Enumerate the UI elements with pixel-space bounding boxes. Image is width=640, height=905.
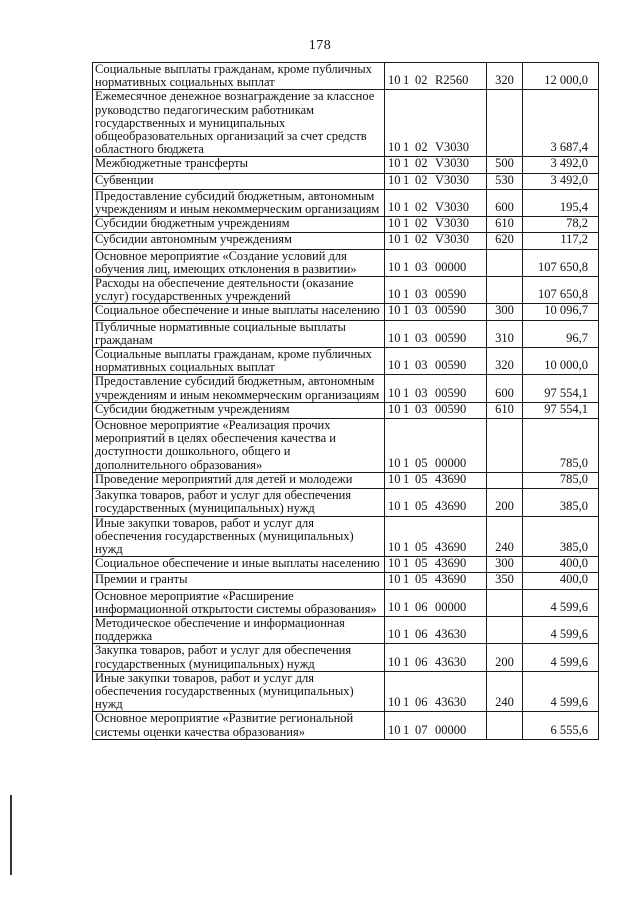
code-subprogram: 05 <box>415 572 428 587</box>
row-amount: 785,0 <box>523 419 599 473</box>
table-row <box>93 402 599 418</box>
code-program: 1 <box>403 232 410 247</box>
code-program: 1 <box>403 654 410 669</box>
row-expense-type <box>487 419 523 473</box>
code-subprogram: 02 <box>415 172 428 187</box>
row-classification-code <box>385 63 487 90</box>
code-program: 1 <box>403 722 410 737</box>
row-expense-type: 300 <box>487 304 523 320</box>
row-expense-type: 200 <box>487 489 523 516</box>
code-direction: 43690 <box>435 471 467 486</box>
table-row <box>93 157 599 173</box>
code-subprogram: 02 <box>415 73 428 88</box>
row-expense-type: 300 <box>487 557 523 573</box>
row-amount: 4 599,6 <box>523 616 599 643</box>
row-amount: 785,0 <box>523 472 599 488</box>
table-row <box>93 277 599 304</box>
code-section: 10 <box>388 330 401 345</box>
code-direction: 00590 <box>435 287 467 302</box>
row-expense-type: 320 <box>487 348 523 375</box>
row-description: Основное мероприятие «Реализация прочих мероприятий в целях обеспечения качества и доступности дошкольного, общего и дополнительного образования» <box>93 419 385 473</box>
row-expense-type <box>487 589 523 616</box>
row-expense-type: 240 <box>487 516 523 557</box>
row-description: Основное мероприятие «Развитие региональной системы оценки качества образования» <box>93 712 385 739</box>
code-direction: 43630 <box>435 654 467 669</box>
row-classification-code <box>385 173 487 189</box>
row-classification-code <box>385 348 487 375</box>
code-direction: V3030 <box>435 232 470 247</box>
code-section: 10 <box>388 539 401 554</box>
row-expense-type: 610 <box>487 217 523 233</box>
row-classification-code <box>385 189 487 216</box>
code-program: 1 <box>403 556 410 571</box>
row-amount: 97 554,1 <box>523 402 599 418</box>
code-direction: R2560 <box>435 73 469 88</box>
code-program: 1 <box>403 303 410 318</box>
row-description: Публичные нормативные социальные выплаты гражданам <box>93 320 385 347</box>
row-classification-code <box>385 557 487 573</box>
budget-table <box>92 62 599 740</box>
code-direction: 00590 <box>435 303 467 318</box>
code-direction: 00590 <box>435 330 467 345</box>
row-classification-code <box>385 616 487 643</box>
code-subprogram: 02 <box>415 232 428 247</box>
code-subprogram: 05 <box>415 499 428 514</box>
row-amount: 107 650,8 <box>523 277 599 304</box>
row-amount: 3 492,0 <box>523 157 599 173</box>
table-row <box>93 63 599 90</box>
table-row <box>93 557 599 573</box>
row-amount: 400,0 <box>523 573 599 589</box>
code-subprogram: 03 <box>415 401 428 416</box>
code-subprogram: 03 <box>415 330 428 345</box>
code-section: 10 <box>388 303 401 318</box>
code-subprogram: 05 <box>415 455 428 470</box>
row-expense-type <box>487 277 523 304</box>
row-description: Социальное обеспечение и иные выплаты населению <box>93 304 385 320</box>
row-expense-type: 500 <box>487 157 523 173</box>
row-amount: 400,0 <box>523 557 599 573</box>
row-amount: 107 650,8 <box>523 249 599 276</box>
row-expense-type: 310 <box>487 320 523 347</box>
code-section: 10 <box>388 401 401 416</box>
row-expense-type <box>487 249 523 276</box>
code-program: 1 <box>403 599 410 614</box>
row-expense-type <box>487 712 523 739</box>
table-row <box>93 472 599 488</box>
table-row <box>93 348 599 375</box>
row-amount: 4 599,6 <box>523 644 599 671</box>
code-direction: 00590 <box>435 358 467 373</box>
code-section: 10 <box>388 455 401 470</box>
code-subprogram: 03 <box>415 287 428 302</box>
code-program: 1 <box>403 539 410 554</box>
code-direction: V3030 <box>435 156 470 171</box>
row-amount: 385,0 <box>523 516 599 557</box>
code-direction: V3030 <box>435 140 470 155</box>
code-subprogram: 07 <box>415 722 428 737</box>
row-classification-code <box>385 489 487 516</box>
code-section: 10 <box>388 73 401 88</box>
row-classification-code <box>385 320 487 347</box>
code-direction: 00000 <box>435 722 467 737</box>
row-expense-type: 610 <box>487 402 523 418</box>
row-amount: 4 599,6 <box>523 589 599 616</box>
row-expense-type: 600 <box>487 189 523 216</box>
row-classification-code <box>385 402 487 418</box>
code-program: 1 <box>403 73 410 88</box>
code-subprogram: 03 <box>415 385 428 400</box>
row-amount: 10 000,0 <box>523 348 599 375</box>
row-classification-code <box>385 90 487 157</box>
table-row <box>93 233 599 249</box>
code-direction: 43690 <box>435 539 467 554</box>
table-row <box>93 516 599 557</box>
table-row <box>93 573 599 589</box>
code-subprogram: 03 <box>415 259 428 274</box>
row-classification-code <box>385 573 487 589</box>
row-description: Субсидии бюджетным учреждениям <box>93 217 385 233</box>
code-direction: 43630 <box>435 695 467 710</box>
row-description: Социальное обеспечение и иные выплаты населению <box>93 557 385 573</box>
code-section: 10 <box>388 599 401 614</box>
code-section: 10 <box>388 471 401 486</box>
code-section: 10 <box>388 172 401 187</box>
row-description: Иные закупки товаров, работ и услуг для обеспечения государственных (муниципальных) нужд <box>93 516 385 557</box>
row-classification-code <box>385 589 487 616</box>
code-direction: V3030 <box>435 200 470 215</box>
code-direction: 00000 <box>435 455 467 470</box>
code-program: 1 <box>403 216 410 231</box>
row-expense-type: 600 <box>487 375 523 402</box>
code-program: 1 <box>403 358 410 373</box>
row-amount: 195,4 <box>523 189 599 216</box>
code-program: 1 <box>403 471 410 486</box>
code-program: 1 <box>403 455 410 470</box>
code-direction: 43690 <box>435 556 467 571</box>
table-row <box>93 671 599 712</box>
row-classification-code <box>385 375 487 402</box>
margin-mark <box>10 795 12 875</box>
code-direction: 00000 <box>435 599 467 614</box>
row-classification-code <box>385 671 487 712</box>
code-subprogram: 05 <box>415 556 428 571</box>
code-subprogram: 02 <box>415 156 428 171</box>
code-direction: 43690 <box>435 572 467 587</box>
table-row <box>93 249 599 276</box>
table-row <box>93 489 599 516</box>
code-section: 10 <box>388 556 401 571</box>
table-row <box>93 375 599 402</box>
row-description: Предоставление субсидий бюджетным, автономным учреждениям и иным некоммерческим организациям <box>93 189 385 216</box>
code-direction: 00590 <box>435 385 467 400</box>
row-description: Межбюджетные трансферты <box>93 157 385 173</box>
row-expense-type <box>487 472 523 488</box>
table-row <box>93 189 599 216</box>
row-classification-code <box>385 419 487 473</box>
code-section: 10 <box>388 499 401 514</box>
code-program: 1 <box>403 572 410 587</box>
code-program: 1 <box>403 401 410 416</box>
row-amount: 97 554,1 <box>523 375 599 402</box>
code-program: 1 <box>403 385 410 400</box>
row-description: Закупка товаров, работ и услуг для обеспечения государственных (муниципальных) нужд <box>93 489 385 516</box>
table-row <box>93 217 599 233</box>
code-program: 1 <box>403 172 410 187</box>
code-section: 10 <box>388 259 401 274</box>
row-classification-code <box>385 249 487 276</box>
code-program: 1 <box>403 156 410 171</box>
page-number: 178 <box>308 38 332 53</box>
row-description: Премии и гранты <box>93 573 385 589</box>
row-amount: 96,7 <box>523 320 599 347</box>
table-row <box>93 419 599 473</box>
row-description: Проведение мероприятий для детей и молодежи <box>93 472 385 488</box>
code-subprogram: 02 <box>415 216 428 231</box>
row-expense-type <box>487 90 523 157</box>
code-section: 10 <box>388 216 401 231</box>
row-description: Расходы на обеспечение деятельности (оказание услуг) государственных учреждений <box>93 277 385 304</box>
table-row <box>93 304 599 320</box>
row-description: Предоставление субсидий бюджетным, автономным учреждениям и иным некоммерческим организациям <box>93 375 385 402</box>
table-row <box>93 589 599 616</box>
row-description: Закупка товаров, работ и услуг для обеспечения государственных (муниципальных) нужд <box>93 644 385 671</box>
table-row <box>93 173 599 189</box>
code-program: 1 <box>403 140 410 155</box>
row-amount: 10 096,7 <box>523 304 599 320</box>
code-section: 10 <box>388 654 401 669</box>
row-expense-type: 530 <box>487 173 523 189</box>
code-subprogram: 02 <box>415 140 428 155</box>
row-description: Субсидии автономным учреждениям <box>93 233 385 249</box>
row-expense-type <box>487 616 523 643</box>
code-subprogram: 06 <box>415 654 428 669</box>
row-amount: 12 000,0 <box>523 63 599 90</box>
code-section: 10 <box>388 385 401 400</box>
row-classification-code <box>385 217 487 233</box>
row-classification-code <box>385 516 487 557</box>
row-classification-code <box>385 233 487 249</box>
table-row <box>93 712 599 739</box>
code-section: 10 <box>388 572 401 587</box>
code-section: 10 <box>388 358 401 373</box>
row-expense-type: 350 <box>487 573 523 589</box>
row-classification-code <box>385 472 487 488</box>
code-program: 1 <box>403 330 410 345</box>
row-description: Иные закупки товаров, работ и услуг для обеспечения государственных (муниципальных) нужд <box>93 671 385 712</box>
row-description: Основное мероприятие «Создание условий для обучения лиц, имеющих отклонения в развитии» <box>93 249 385 276</box>
code-program: 1 <box>403 627 410 642</box>
row-amount: 3 687,4 <box>523 90 599 157</box>
row-description: Ежемесячное денежное вознаграждение за классное руководство педагогическим работникам государственных и муниципальных общеобразовательных организаций за счет средств областного бюджета <box>93 90 385 157</box>
code-section: 10 <box>388 287 401 302</box>
row-amount: 6 555,6 <box>523 712 599 739</box>
row-amount: 385,0 <box>523 489 599 516</box>
table-row <box>93 90 599 157</box>
code-subprogram: 05 <box>415 471 428 486</box>
row-amount: 4 599,6 <box>523 671 599 712</box>
row-classification-code <box>385 644 487 671</box>
code-direction: V3030 <box>435 216 470 231</box>
table-row <box>93 320 599 347</box>
row-classification-code <box>385 304 487 320</box>
row-description: Основное мероприятие «Расширение информационной открытости системы образования» <box>93 589 385 616</box>
row-description: Субсидии бюджетным учреждениям <box>93 402 385 418</box>
code-direction: V3030 <box>435 172 470 187</box>
code-section: 10 <box>388 232 401 247</box>
row-expense-type: 620 <box>487 233 523 249</box>
table-row <box>93 644 599 671</box>
code-subprogram: 06 <box>415 695 428 710</box>
code-section: 10 <box>388 695 401 710</box>
code-program: 1 <box>403 287 410 302</box>
code-program: 1 <box>403 259 410 274</box>
code-subprogram: 05 <box>415 539 428 554</box>
row-expense-type: 320 <box>487 63 523 90</box>
code-section: 10 <box>388 200 401 215</box>
code-section: 10 <box>388 140 401 155</box>
code-program: 1 <box>403 499 410 514</box>
code-subprogram: 03 <box>415 358 428 373</box>
row-description: Субвенции <box>93 173 385 189</box>
row-amount: 117,2 <box>523 233 599 249</box>
code-direction: 43630 <box>435 627 467 642</box>
code-direction: 43690 <box>435 499 467 514</box>
row-description: Социальные выплаты гражданам, кроме публичных нормативных социальных выплат <box>93 63 385 90</box>
code-section: 10 <box>388 627 401 642</box>
code-subprogram: 03 <box>415 303 428 318</box>
code-subprogram: 06 <box>415 627 428 642</box>
code-subprogram: 02 <box>415 200 428 215</box>
row-amount: 78,2 <box>523 217 599 233</box>
row-classification-code <box>385 277 487 304</box>
table-row <box>93 616 599 643</box>
row-expense-type: 240 <box>487 671 523 712</box>
code-section: 10 <box>388 156 401 171</box>
code-direction: 00590 <box>435 401 467 416</box>
code-section: 10 <box>388 722 401 737</box>
row-amount: 3 492,0 <box>523 173 599 189</box>
row-classification-code <box>385 712 487 739</box>
code-subprogram: 06 <box>415 599 428 614</box>
code-program: 1 <box>403 695 410 710</box>
row-classification-code <box>385 157 487 173</box>
row-description: Методическое обеспечение и информационная поддержка <box>93 616 385 643</box>
code-program: 1 <box>403 200 410 215</box>
code-direction: 00000 <box>435 259 467 274</box>
row-expense-type: 200 <box>487 644 523 671</box>
row-description: Социальные выплаты гражданам, кроме публичных нормативных социальных выплат <box>93 348 385 375</box>
